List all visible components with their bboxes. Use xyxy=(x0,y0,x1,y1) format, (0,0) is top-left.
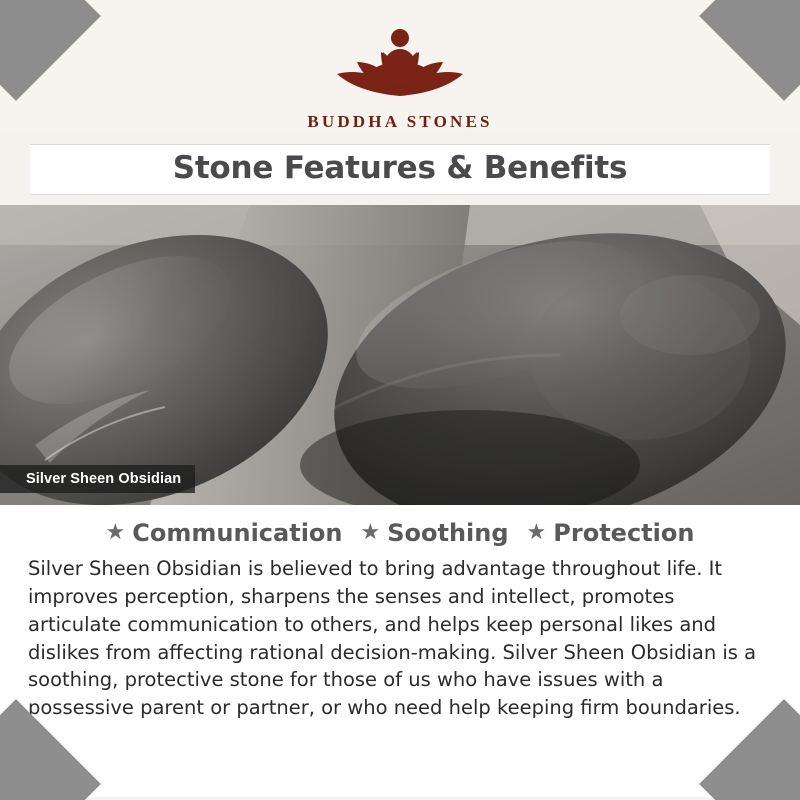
star-icon: ★ xyxy=(360,520,381,546)
benefit-label: Soothing xyxy=(387,519,509,548)
lotus-meditation-icon xyxy=(325,18,475,110)
benefit-item xyxy=(361,519,509,547)
page-title: Stone Features & Benefits xyxy=(172,150,628,186)
benefits-row xyxy=(28,519,772,547)
star-icon: ★ xyxy=(105,520,126,546)
brand-header xyxy=(0,0,800,132)
star-icon: ★ xyxy=(526,520,547,546)
photo-caption: Silver Sheen Obsidian xyxy=(0,465,195,493)
brand-name: BUDDHA STONES xyxy=(307,112,493,131)
benefit-item xyxy=(527,519,695,547)
benefit-item xyxy=(106,519,343,547)
title-band xyxy=(30,144,770,195)
benefit-label: Protection xyxy=(553,519,695,548)
benefit-label: Communication xyxy=(132,519,343,548)
content-section xyxy=(0,505,800,797)
product-photo xyxy=(0,205,800,505)
description-text: Silver Sheen Obsidian is believed to bring advantage throughout life. It improves perception, sharpens the senses and intellect, promotes articulate communication to others, and helps keep personal likes and dislikes from affecting rational decision-making. Silver Sheen Obsidian is a soothing, protective stone for those of us who have issues with a possessive parent or partner, or who need help keeping firm boundaries. xyxy=(28,557,757,719)
